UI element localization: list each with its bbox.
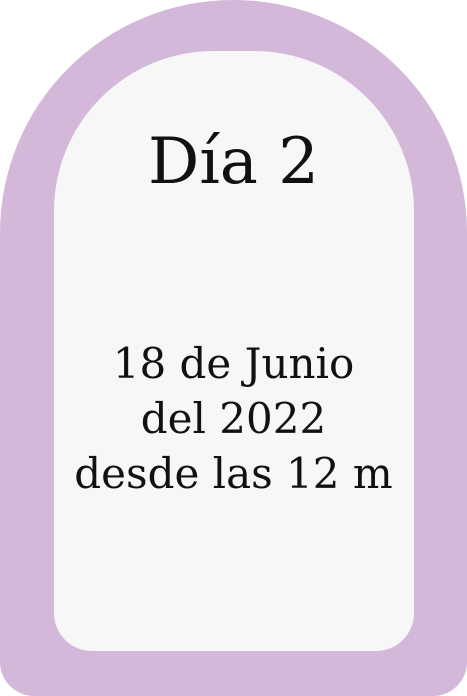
event-time: desde las 12 m — [74, 449, 393, 498]
event-year: del 2022 — [140, 394, 327, 443]
event-date: 18 de Junio — [112, 339, 355, 388]
event-date-block — [0, 336, 467, 501]
day-title: Día 2 — [148, 125, 319, 199]
